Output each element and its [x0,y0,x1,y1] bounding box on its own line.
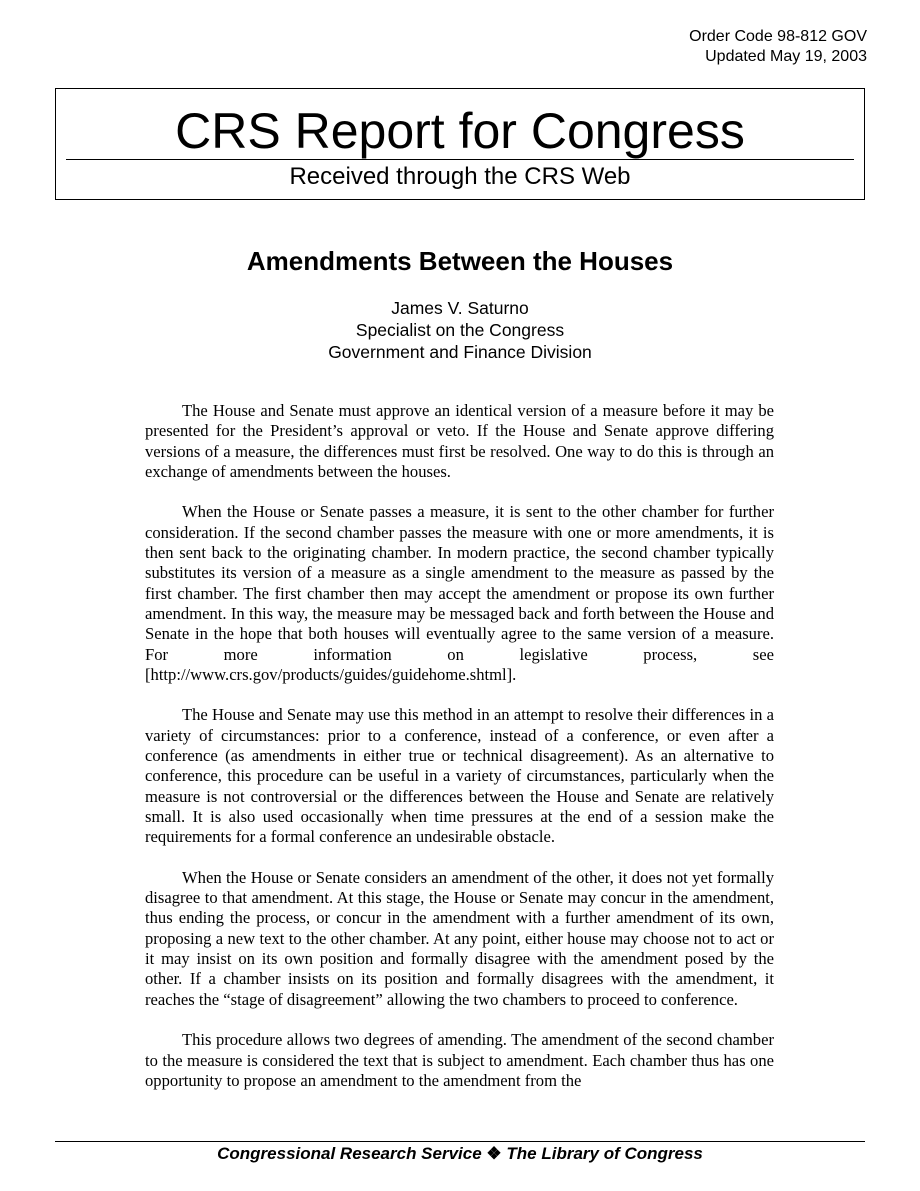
footer-loc: The Library of Congress [506,1144,703,1163]
author-division: Government and Finance Division [328,342,592,362]
footer-divider [55,1141,865,1142]
report-banner [55,88,865,200]
author-title: Specialist on the Congress [355,320,565,340]
banner-divider [66,159,854,160]
body-paragraph: The House and Senate must approve an identical version of a measure before it may be presented for the President’s approval or veto. If the House and Senate approve differing versions of a measure, the differences must first be resolved. One way to do this is through an exchange of amendments between the houses. [145,401,774,481]
body-paragraph: The House and Senate may use this method in an attempt to resolve their differences in a variety of circumstances: prior to a conference, instead of a conference, or even after a conference (as amendments in either true or technical disagreement). As an alternative to conference, this procedure can be useful in a variety of circumstances, particularly when the measure is not controversial or the differences between the House and Senate are relatively small. It is also used occasionally when time pressures at the end of a session make the requirements for a formal conference an undesirable obstacle. [145,705,774,847]
updated-date: Updated May 19, 2003 [705,48,867,65]
document-body [145,401,774,1111]
diamond-separator-icon: ❖ [486,1144,502,1163]
page-footer [0,1143,920,1165]
order-code: Order Code 98-812 GOV [689,28,867,45]
footer-crs: Congressional Research Service [217,1144,482,1163]
document-title: Amendments Between the Houses [246,246,674,276]
order-code-block [689,27,867,67]
author-block [0,297,920,363]
body-paragraph: This procedure allows two degrees of amending. The amendment of the second chamber to the measure is considered the text that is subject to amendment. Each chamber thus has one opportunity to propose an amendment to the amendment from the [145,1030,774,1090]
banner-subtitle: Received through the CRS Web [289,163,631,190]
author-name: James V. Saturno [391,298,529,318]
body-paragraph: When the House or Senate passes a measure, it is sent to the other chamber for further consideration. If the second chamber passes the measure with one or more amendments, it is then sent back to the originating chamber. In modern practice, the second chamber typically substitutes its version of a measure as a single amendment to the measure as passed by the first chamber. The first chamber then may accept the amendment or propose its own further amendment. In this way, the measure may be messaged back and forth between the House and Senate in the hope that both houses will eventually agree to the same version of a measure. For more information on legislative process, see [http://www.crs.gov/products/guides/guidehome.shtml]. [145,502,774,684]
body-paragraph: When the House or Senate considers an amendment of the other, it does not yet formally disagree to that amendment. At this stage, the House or Senate may concur in the amendment, thus ending the process, or concur in the amendment with a further amendment of its own, proposing a new text to the other chamber. At any point, either house may choose not to act or it may insist on its own position and formally disagree with the amendment posed by the other. If a chamber insists on its position and formally disagrees with the amendment, it reaches the “stage of disagreement” allowing the two chambers to proceed to conference. [145,867,774,1009]
banner-title: CRS Report for Congress [175,103,745,159]
